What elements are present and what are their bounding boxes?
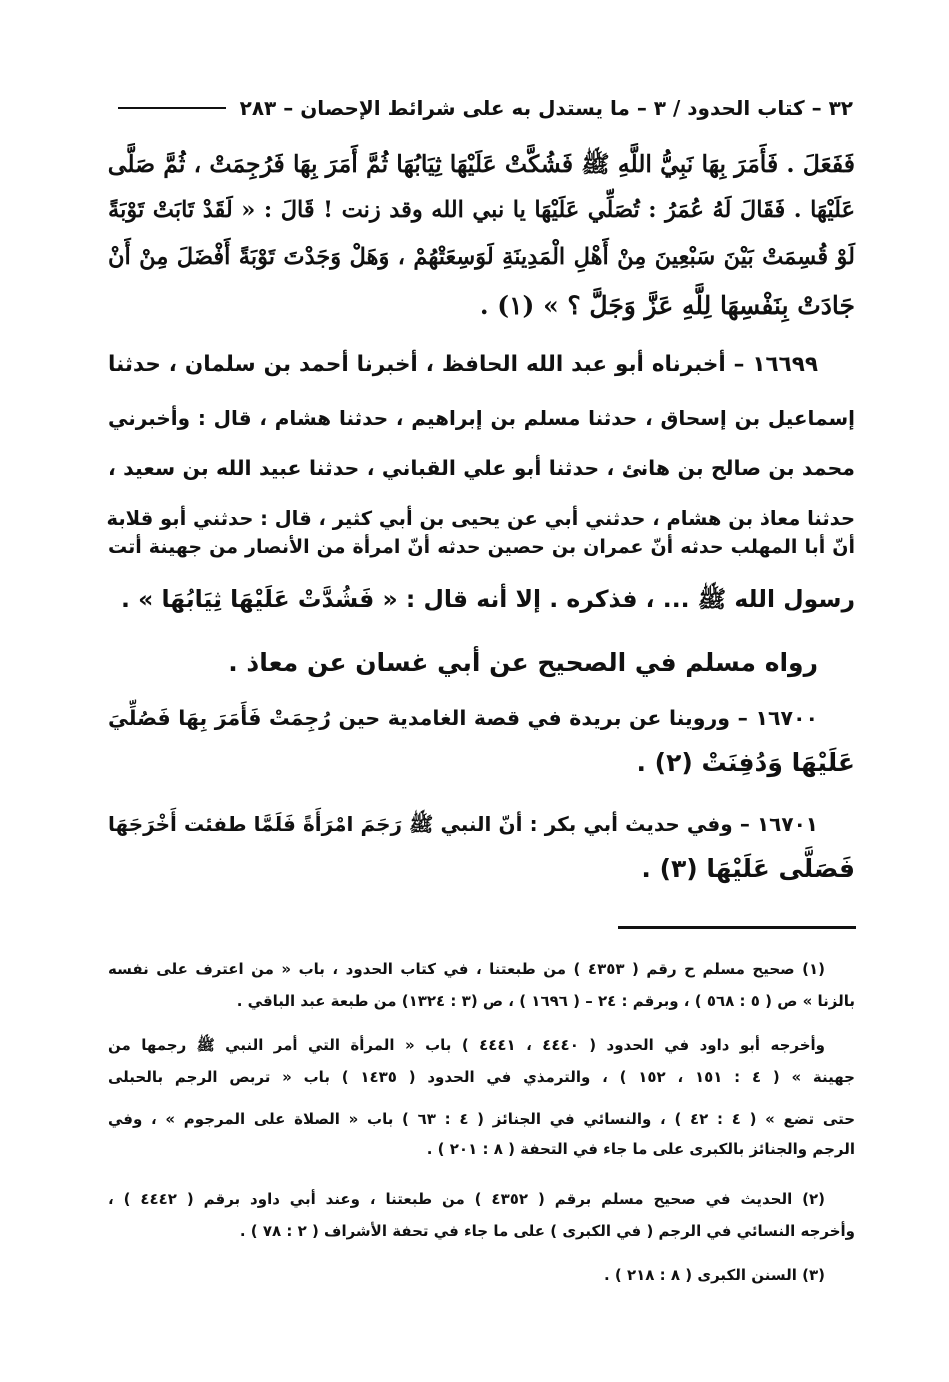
text-line: رسول الله ﷺ ... ، فذكره . إلا أنه قال : « فَشُدَّتْ عَلَيْهَا ثِيَابُهَا » . [121, 585, 855, 613]
text-line: رواه مسلم في الصحيح عن أبي غسان عن معاذ . [228, 648, 818, 677]
text-line: فَفَعَلَ . فَأَمَرَ بِهَا نَبِيُّ اللَّهِ ﷺ فَشُكَّتْ عَلَيْهَا ثِيَابُهَا ثُمَّ أَمَرَ بِهَا فَرُجِمَتْ ، ثُمَّ صَلَّى [107, 150, 855, 178]
footnote-line: وأخرجه النسائي في الرجم ( في الكبرى ) على ما جاء في تحفة الأشراف ( ٢ : ٧٨ ) . [239, 1222, 855, 1240]
text-line: لَوْ قُسِمَتْ بَيْنَ سَبْعِينَ مِنْ أَهْلِ الْمَدِينَةِ لَوَسِعَتْهُمْ ، وَهَلْ وَجَدْتَ تَوْبَةً أَفْضَلَ مِنْ أَنْ [108, 244, 855, 270]
footnote-line: حتى تضع » ( ٤ : ٤٢ ) ، والنسائي في الجنائز ( ٤ : ٦٣ ) باب « الصلاة على المرجوم » ، وفي [108, 1110, 855, 1128]
footnote-line: وأخرجه أبو داود في الحدود ( ٤٤٤٠ ، ٤٤٤١ ) باب « المرأة التي أمر النبي ﷺ رجمها من [108, 1036, 825, 1054]
text-line: أنّ أبا المهلب حدثه أنّ عمران بن حصين حدثه أنّ امرأة من الأنصار من جهينة أتت [108, 536, 855, 558]
running-title: ٣٢ – كتاب الحدود / ٣ – ما يستدل به على شرائط الإحصان – ٢٨٣ [239, 96, 853, 120]
footnote-line: (٢) الحديث في صحيح مسلم برقم ( ٤٣٥٢ ) من طبعتنا ، وعند أبي داود برقم ( ٤٤٤٢ ) ، [108, 1190, 826, 1208]
text-line: فَصَلَّى عَلَيْهَا (٣) . [641, 854, 855, 883]
text-line: ١٦٧٠١ – وفي حديث أبي بكر : أنّ النبي ﷺ رَجَمَ امْرَأَةً فَلَمَّا طفئت أَخْرَجَهَا [108, 812, 818, 836]
footnote-line: جهينة » ( ٤ : ١٥١ ، ١٥٢ ) ، والترمذي في الحدود ( ١٤٣٥ ) باب « تربص الرجم بالحبلى [108, 1068, 855, 1086]
running-header [118, 94, 853, 122]
text-line: عَلَيْهَا . فَقَالَ لَهُ عُمَرُ : تُصَلِّي عَلَيْهَا يا نبي الله وقد زنت ! قَالَ : « لَقَدْ تَابَتْ تَوْبَةً [108, 197, 855, 223]
footnote-line: بالزنا » ص ( ٥ : ٥٦٨ ) ، وبرقم : ٢٤ – ( ١٦٩٦ ) ، ص (٣ : ١٣٢٤) من طبعة عبد الباقي . [236, 992, 855, 1010]
text-line: حدثنا معاذ بن هشام ، حدثني أبي عن يحيى بن أبي كثير ، قال : حدثني أبو قلابة [106, 507, 855, 530]
text-line: ١٦٧٠٠ – وروينا عن بريدة في قصة الغامدية حين رُجِمَتْ فَأَمَرَ بِهَا فَصُلِّيَ [108, 706, 818, 730]
footnote-line: الرجم والجنائز بالكبرى على ما جاء في التحفة ( ٨ : ٢٠١ ) . [426, 1140, 855, 1158]
footnote-separator [618, 926, 856, 929]
header-rule [118, 107, 226, 109]
footnote-line: (١) صحيح مسلم ح رقم ( ٤٣٥٣ ) من طبعتنا ، في كتاب الحدود ، باب « من اعترف على نفسه [108, 960, 825, 978]
text-line: جَادَتْ بِنَفْسِهَا لِلَّهِ عَزَّ وَجَلَّ ؟ » (١) . [479, 291, 855, 320]
text-line: ١٦٦٩٩ – أخبرناه أبو عبد الله الحافظ ، أخبرنا أحمد بن سلمان ، حدثنا [108, 352, 818, 377]
text-line: محمد بن صالح بن هانئ ، حدثنا أبو علي القباني ، حدثنا عبيد الله بن سعيد ، [108, 456, 855, 480]
footnote-line: (٣) السنن الكبرى ( ٨ : ٢١٨ ) . [603, 1266, 825, 1284]
text-line: إسماعيل بن إسحاق ، حدثنا مسلم بن إبراهيم ، حدثنا هشام ، قال : وأخبرني [108, 406, 855, 430]
text-line: عَلَيْهَا وَدُفِنَتْ (٢) . [636, 748, 855, 777]
